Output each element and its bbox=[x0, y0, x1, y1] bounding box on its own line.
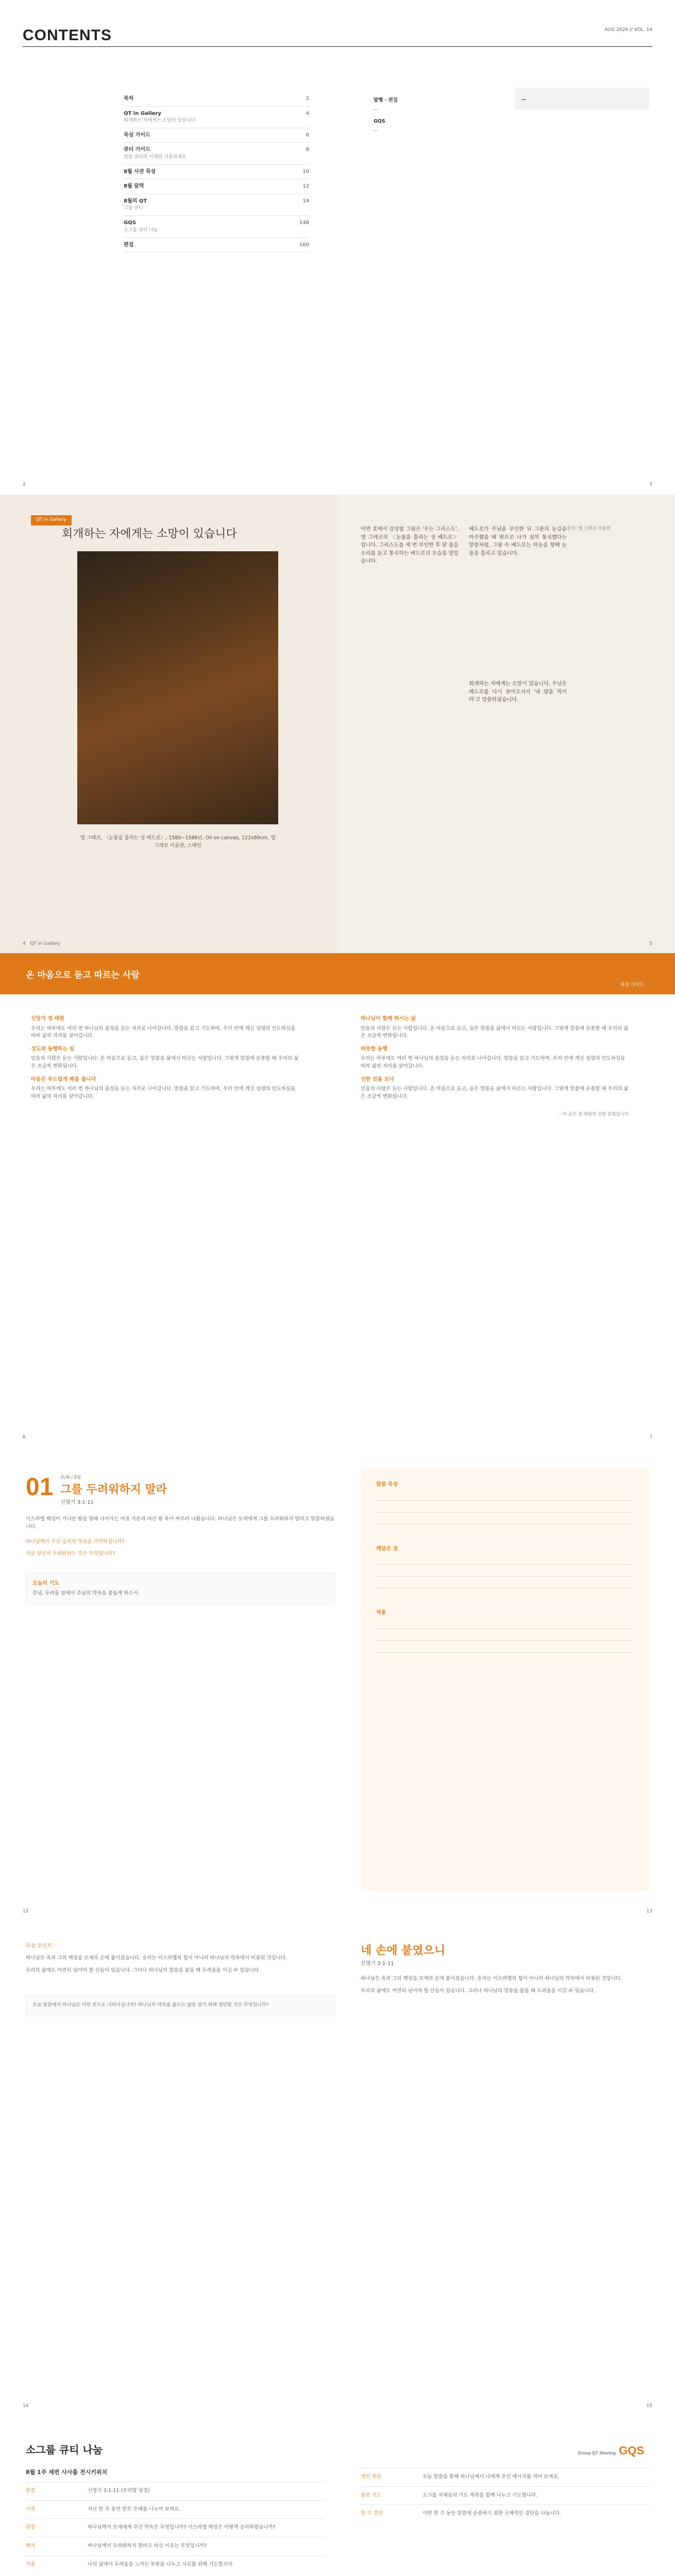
lesson-intro: 이스라엘 백성이 가나안 땅을 향해 나아가는 여정 가운데 바산 왕 옥이 싸우러 나왔습니다. 하나님은 모세에게 그를 두려워하지 말라고 말씀하셨습니다. bbox=[26, 1516, 334, 1530]
toc-item[interactable] bbox=[124, 143, 309, 164]
toc-item-title: 큐티 가이드 말씀 큐티의 이해와 사용하세요 bbox=[124, 146, 187, 161]
gallery-footnote: 출처: 엘 그레코 미술관 bbox=[567, 526, 611, 531]
guide-subheading: 마음은 부드럽게 해를 줍니다 bbox=[31, 1076, 96, 1082]
lesson2-note: 오늘 말씀에서 하나님은 어떤 분으로 나타나십니까? 하나님의 약속을 붙드는 삶을 살기 위해 결단할 것은 무엇입니까? bbox=[26, 1995, 335, 2016]
page-number-right: 15 bbox=[646, 2403, 652, 2409]
gqs-row bbox=[26, 2555, 325, 2574]
gqs-left-page bbox=[26, 2468, 325, 2574]
page-number-right: 13 bbox=[646, 1909, 652, 1914]
toc-item[interactable] bbox=[124, 92, 309, 107]
toc-item[interactable] bbox=[124, 107, 309, 128]
toc-item-page: 4 bbox=[306, 110, 309, 116]
painting-image bbox=[77, 551, 278, 824]
gqs-spread bbox=[0, 2416, 675, 2576]
page-number-left: 4 QT in Gallery bbox=[23, 941, 60, 947]
gqs-row bbox=[26, 2537, 325, 2555]
lesson2-ref: 신명기 3:1-11 bbox=[361, 1961, 394, 1967]
prayer-text: 주님, 두려움 앞에서 주님의 약속을 붙들게 하소서. bbox=[32, 1590, 140, 1596]
toc-item-title: 묵상 가이드 bbox=[124, 132, 150, 138]
toc-item-page: 148 bbox=[299, 220, 309, 226]
guide-left-col bbox=[31, 1010, 299, 1101]
lesson2-paragraph: 우리의 삶에도 여전히 넘어야 할 산들이 있습니다. 그러나 하나님의 말씀을 붙들 때 두려움을 이길 수 있습니다. bbox=[361, 1988, 596, 1994]
toc-item-title: 편집 bbox=[124, 242, 134, 248]
gqs-row-label: 적용 bbox=[26, 2561, 36, 2567]
gqs-row-text: 오늘 말씀을 통해 하나님께서 나에게 주신 메시지를 적어 보세요. bbox=[423, 2474, 560, 2480]
toc-item-sub: 소그룹 큐티 나눔 bbox=[124, 227, 158, 233]
toc-item[interactable] bbox=[124, 216, 309, 238]
gqs-row-text: 나의 삶에서 두려움을 느끼는 부분을 나누고 서로를 위해 기도합시다. bbox=[88, 2561, 234, 2567]
write-line[interactable] bbox=[376, 1576, 634, 1577]
lesson-spread bbox=[0, 1448, 675, 1922]
lesson-question: 하나님께서 주신 승리의 약속을 기억하십니까? bbox=[26, 1538, 125, 1545]
toc-item[interactable] bbox=[124, 194, 309, 216]
toc-item[interactable] bbox=[124, 238, 309, 253]
painting-caption: 엘 그레코, 〈눈물을 흘리는 성 베드로〉, 1580~1586년, Oil on canvas, 122x89cm, 엘 그레코 미술관, 스페인 bbox=[80, 835, 276, 849]
contents-title: CONTENTS bbox=[23, 27, 112, 44]
gqs-row-label: 말씀 bbox=[26, 2488, 36, 2494]
gqs-row-text: 지난 한 주 동안 받은 은혜를 나누어 보세요. bbox=[88, 2506, 181, 2512]
toc-item-page: 160 bbox=[299, 242, 309, 248]
schedule-heading: — bbox=[521, 97, 526, 103]
guide-paragraph: 믿음의 사람은 듣는 사람입니다. 온 마음으로 듣고, 들은 말씀을 삶에서 따르는 사람입니다. 그렇게 말씀에 순종할 때 우리의 삶은 조금씩 변화됩니다. bbox=[361, 1025, 629, 1039]
lesson2-right-page bbox=[361, 1942, 649, 1995]
lesson-left-page bbox=[26, 1468, 335, 1604]
page-number-left: 2 bbox=[23, 482, 26, 487]
issue-label: AUG 2026 // VOL. 14 bbox=[604, 27, 652, 32]
toc-item-title: 목차 bbox=[124, 96, 134, 101]
toc-item-sub: 그룹 큐티 bbox=[124, 206, 143, 211]
toc-item-page: 10 bbox=[302, 168, 309, 175]
toc-item-page: 14 bbox=[302, 198, 309, 204]
gqs-row bbox=[361, 2486, 649, 2505]
gallery-text-col-3: 회개하는 자에게는 소망이 있습니다. 주님은 베드로를 다시 찾아오셔서 '내 양을 먹이라'고 말씀하셨습니다. bbox=[469, 681, 567, 703]
guide-subheading: 따뜻한 동행 bbox=[361, 1046, 387, 1052]
guide-subheading: 신앙가 정 태원 bbox=[31, 1016, 64, 1022]
toc-item-page: 8 bbox=[306, 147, 309, 153]
gqs-row-text: 하나님께서 모세에게 주신 약속은 무엇입니까? 이스라엘 백성은 어떻게 승리하였습니까? bbox=[88, 2524, 276, 2531]
prayer-label: 오늘의 기도 bbox=[32, 1581, 59, 1587]
toc-item[interactable] bbox=[124, 179, 309, 194]
toc-item-page: 2 bbox=[306, 96, 309, 101]
gallery-kicker: QT in Gallery bbox=[31, 515, 72, 526]
lesson-number: 01 bbox=[26, 1473, 54, 1501]
write-line[interactable] bbox=[376, 1500, 634, 1501]
gqs-week: 8월 1주 세번 사사를 전시키위치 bbox=[26, 2469, 108, 2476]
notes-heading: 깨달은 점 bbox=[376, 1546, 398, 1552]
gqs-row-label: 중보 기도 bbox=[361, 2492, 381, 2498]
page-number-right: 3 bbox=[649, 482, 652, 487]
notes-panel bbox=[361, 1468, 649, 1891]
toc-item-title: QT in Gallery 회개하는 자에게는 소망이 있습니다 bbox=[124, 110, 195, 125]
guide-paragraph: 우리는 하루에도 여러 번 하나님의 음성을 듣는 자리로 나아갑니다. 말씀을 읽고 기도하며, 우리 안에 계신 성령의 인도하심을 따라 삶의 자리를 살아갑니다. bbox=[31, 1086, 296, 1100]
page-number-right: 5 bbox=[649, 941, 652, 947]
divider bbox=[23, 46, 652, 47]
guide-spread bbox=[0, 953, 675, 1448]
page-number-left: 14 bbox=[23, 2403, 29, 2409]
schedule-box bbox=[515, 88, 649, 110]
lesson2-paragraph: 우리의 삶에도 여전히 넘어야 할 산들이 있습니다. 그러나 하나님의 말씀을 붙들 때 두려움을 이길 수 있습니다. bbox=[26, 1968, 261, 1974]
guide-paragraph: 우리는 하루에도 여러 번 하나님의 음성을 듣는 자리로 나아갑니다. 말씀을 읽고 기도하며, 우리 안에 계신 성령의 인도하심을 따라 삶의 자리를 살아갑니다. bbox=[31, 1025, 296, 1039]
toc-item-page: 6 bbox=[306, 132, 309, 138]
gqs-row-label: 시작 bbox=[26, 2506, 36, 2512]
gqs-row-text: 하나님께서 두려워하지 말라고 하신 이유는 무엇입니까? bbox=[88, 2543, 207, 2549]
write-line[interactable] bbox=[376, 1512, 634, 1513]
gallery-spread bbox=[0, 495, 675, 953]
lesson-title: 그를 두려워하지 말라 bbox=[60, 1483, 167, 1496]
gallery-heading: 회개하는 자에게는 소망이 있습니다 bbox=[62, 528, 237, 540]
gqs-row-label: 개인 묵상 bbox=[361, 2474, 381, 2480]
lesson-question: 지금 당신이 두려워하는 것은 무엇입니까? bbox=[26, 1550, 115, 1556]
guide-tag: 묵상 가이드 bbox=[620, 982, 644, 988]
page-number-left: 6 bbox=[23, 1435, 26, 1440]
gallery-text-col-1: 이번 호에서 감상할 그림은 '우는 그리스도', 엘 그레코의 〈눈물을 흘리는 성 베드로〉입니다. 그리스도를 세 번 부인한 후 닭 울음소리를 듣고 통곡하는 베드로의 모습을 담았습니다. bbox=[361, 527, 459, 564]
gqs-row bbox=[361, 2468, 649, 2486]
lesson-ref: 신명기 3:1-11 bbox=[60, 1499, 94, 1505]
contributors bbox=[374, 92, 502, 134]
guide-subheading: 성도와 동행하는 일 bbox=[31, 1046, 75, 1052]
page-number-left: 12 bbox=[23, 1909, 29, 1914]
gqs-row bbox=[26, 2482, 325, 2500]
toc-item-sub: 말씀 큐티의 이해와 사용하세요 bbox=[124, 154, 187, 160]
write-line[interactable] bbox=[376, 1640, 634, 1641]
gqs-row-label: 해석 bbox=[26, 2543, 36, 2549]
guide-quote: - 이 글은 정 태원의 신앙 칼럼입니다 bbox=[559, 1111, 629, 1117]
toc-item[interactable] bbox=[124, 128, 309, 143]
guide-paragraph: 믿음의 사람은 듣는 사람입니다. 온 마음으로 듣고, 들은 말씀을 삶에서 따르는 사람입니다. 그렇게 말씀에 순종할 때 우리의 삶은 조금씩 변화됩니다. bbox=[361, 1086, 629, 1100]
guide-paragraph: 우리는 하루에도 여러 번 하나님의 음성을 듣는 자리로 나아갑니다. 말씀을 읽고 기도하며, 우리 안에 계신 성령의 인도하심을 따라 삶의 자리를 살아갑니다. bbox=[361, 1056, 626, 1070]
prayer-box bbox=[26, 1573, 335, 1604]
notes-heading: 적용 bbox=[376, 1610, 386, 1616]
guide-paragraph: 믿음의 사람은 듣는 사람입니다. 온 마음으로 듣고, 들은 말씀을 삶에서 따르는 사람입니다. 그렇게 말씀에 순종할 때 우리의 삶은 조금씩 변화됩니다. bbox=[31, 1056, 299, 1070]
lesson-day: SUN / 8월 bbox=[60, 1475, 81, 1481]
contrib-text-2: — bbox=[374, 128, 378, 133]
gallery-text-col-2: 베드로가 주님을 부인한 뒤 그분의 눈길을 마주했을 때 밖으로 나가 심히 통곡했다는 말씀처럼, 그림 속 베드로는 하늘을 향해 눈물을 흘리고 있습니다. bbox=[469, 527, 567, 556]
toc-item-page: 12 bbox=[302, 183, 309, 190]
lesson2-paragraph: 하나님은 옥과 그의 백성을 모세의 손에 붙이셨습니다. 승리는 이스라엘의 힘이 아니라 하나님의 약속에서 비롯된 것입니다. bbox=[361, 1975, 622, 1981]
toc-item-title: 8월의 QT 그룹 큐티 bbox=[124, 197, 147, 212]
gqs-row bbox=[26, 2500, 325, 2519]
guide-subheading: 하나님이 함께 하시는 삶 bbox=[361, 1016, 416, 1022]
lesson2-left-page bbox=[26, 1942, 335, 2016]
contrib-heading-2: GQS bbox=[374, 118, 385, 125]
page-number-right: 7 bbox=[649, 1435, 652, 1440]
gqs-row-label: 한 주 결단 bbox=[361, 2511, 383, 2517]
gqs-right-page bbox=[361, 2468, 649, 2523]
guide-right-col bbox=[361, 1010, 629, 1117]
gqs-row-text: 신명기 3:1-11 (우리말 성경) bbox=[88, 2488, 150, 2494]
gqs-row-text: 소그룹 지체들의 기도 제목을 함께 나누고 기도합니다. bbox=[423, 2492, 538, 2498]
gqs-heading: 소그룹 큐티 나눔 bbox=[26, 2444, 103, 2456]
contrib-heading: 발행 · 편집 bbox=[374, 97, 398, 103]
lesson2-label: 묵상 포인트 bbox=[26, 1943, 53, 1949]
gqs-row-text: 이번 한 주 동안 말씀에 순종하기 위한 구체적인 결단을 나눕니다. bbox=[423, 2511, 561, 2517]
guide-band bbox=[0, 953, 675, 994]
contents-spread bbox=[0, 0, 675, 495]
lesson2-title: 네 손에 붙였으니 bbox=[361, 1944, 446, 1957]
toc-item-title: 8월 사전 묵상 bbox=[124, 168, 156, 175]
toc-item[interactable] bbox=[124, 165, 309, 180]
contrib-text: — bbox=[374, 107, 378, 112]
guide-subheading: 선한 것을 보다 bbox=[361, 1076, 394, 1082]
lesson2-spread bbox=[0, 1922, 675, 2416]
guide-heading: 온 마음으로 듣고 따르는 사람 bbox=[26, 970, 140, 980]
write-line[interactable] bbox=[376, 1652, 634, 1653]
toc-list bbox=[124, 92, 309, 252]
lesson2-paragraph: 하나님은 옥과 그의 백성을 모세의 손에 붙이셨습니다. 승리는 이스라엘의 힘이 아니라 하나님의 약속에서 비롯된 것입니다. bbox=[26, 1955, 288, 1961]
notes-heading: 말씀 묵상 bbox=[376, 1482, 398, 1487]
gqs-row-label: 관찰 bbox=[26, 2524, 36, 2531]
gqs-logo: Group QT Sharing GQS bbox=[578, 2444, 644, 2457]
toc-item-title: GQS 소그룹 큐티 나눔 bbox=[124, 219, 158, 234]
toc-item-title: 8월 달력 bbox=[124, 183, 144, 190]
toc-item-sub: 회개하는 자에게는 소망이 있습니다 bbox=[124, 118, 195, 123]
write-line[interactable] bbox=[376, 1564, 634, 1565]
gqs-row bbox=[361, 2504, 649, 2523]
gqs-row bbox=[26, 2518, 325, 2537]
